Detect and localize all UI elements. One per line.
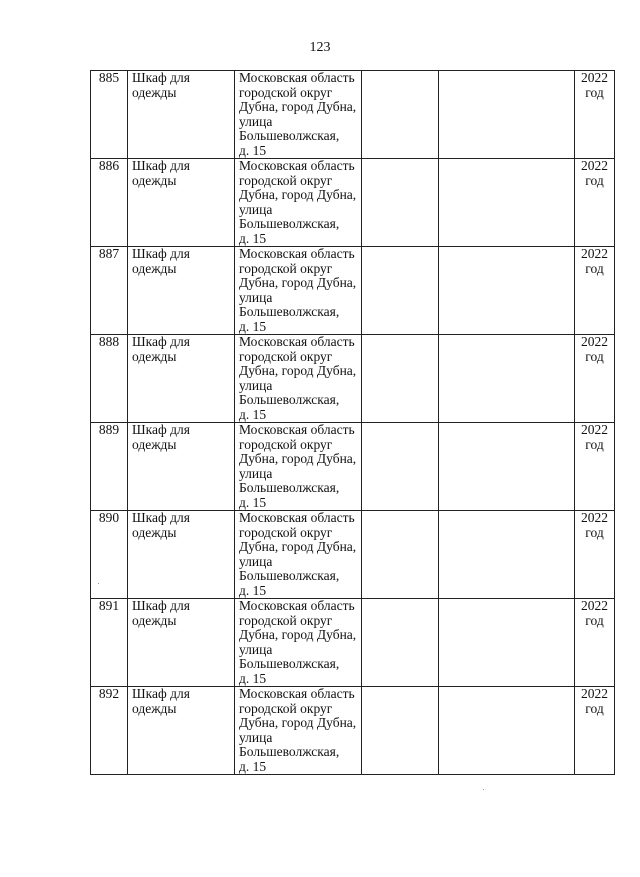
empty-cell <box>439 423 575 511</box>
address-line: д. 15 <box>239 670 267 686</box>
empty-cell <box>439 247 575 335</box>
address-line: Большеволжская, <box>239 480 340 495</box>
address-line: д. 15 <box>239 318 267 334</box>
address-line: городской округ <box>239 524 333 540</box>
year-line: 2022 <box>581 334 608 349</box>
year-cell <box>575 247 615 335</box>
address-line: Московская область <box>239 510 355 525</box>
address-line: городской округ <box>239 260 333 276</box>
table-row <box>91 423 615 511</box>
year-line: год <box>585 700 604 716</box>
empty-cell <box>439 159 575 247</box>
address-cell <box>235 423 362 511</box>
address-line: городской округ <box>239 84 333 100</box>
empty-cell <box>362 599 439 687</box>
year-line: год <box>585 612 604 628</box>
address-line: Дубна, город Дубна, <box>239 275 357 290</box>
page-number: 123 <box>309 40 331 55</box>
year-cell <box>575 423 615 511</box>
address-line: Большеволжская, <box>239 392 340 407</box>
address-line: Московская область <box>239 246 355 261</box>
address-cell <box>235 599 362 687</box>
address-line: улица <box>239 553 273 569</box>
year-line: 2022 <box>581 70 608 85</box>
address-cell <box>235 511 362 599</box>
empty-cell <box>362 687 439 775</box>
year-cell <box>575 159 615 247</box>
year-line: год <box>585 172 604 188</box>
empty-cell <box>439 335 575 423</box>
row-number-cell: 889 <box>91 423 128 511</box>
address-line: Дубна, город Дубна, <box>239 715 357 730</box>
address-line: Большеволжская, <box>239 568 340 583</box>
empty-cell <box>439 687 575 775</box>
empty-cell <box>439 71 575 159</box>
empty-cell <box>439 511 575 599</box>
item-name-cell: Шкаф для одежды <box>128 423 235 511</box>
address-line: Московская область <box>239 70 355 85</box>
year-line: 2022 <box>581 158 608 173</box>
year-cell <box>575 687 615 775</box>
year-cell <box>575 599 615 687</box>
empty-cell <box>362 423 439 511</box>
row-number-cell: 890 <box>91 511 128 599</box>
address-line: улица <box>239 289 273 305</box>
address-line: д. 15 <box>239 406 267 422</box>
row-number-cell: 892 <box>91 687 128 775</box>
table-row <box>91 247 615 335</box>
address-line: Большеволжская, <box>239 216 340 231</box>
address-line: Дубна, город Дубна, <box>239 539 357 554</box>
item-name-cell: Шкаф для одежды <box>128 511 235 599</box>
table-row <box>91 687 615 775</box>
year-line: год <box>585 348 604 364</box>
address-line: Дубна, город Дубна, <box>239 627 357 642</box>
registry-table <box>90 70 615 775</box>
address-line: Большеволжская, <box>239 656 340 671</box>
address-line: улица <box>239 201 273 217</box>
empty-cell <box>362 511 439 599</box>
year-line: 2022 <box>581 422 608 437</box>
item-name-cell: Шкаф для одежды <box>128 687 235 775</box>
row-number-cell: 887 <box>91 247 128 335</box>
address-line: городской округ <box>239 436 333 452</box>
address-line: улица <box>239 641 273 657</box>
address-line: городской округ <box>239 348 333 364</box>
address-cell <box>235 335 362 423</box>
address-cell <box>235 159 362 247</box>
year-line: 2022 <box>581 246 608 261</box>
row-number-cell: 886 <box>91 159 128 247</box>
year-line: год <box>585 84 604 100</box>
scan-speck <box>98 583 99 584</box>
address-cell <box>235 247 362 335</box>
year-cell <box>575 71 615 159</box>
item-name-cell: Шкаф для одежды <box>128 71 235 159</box>
table-row <box>91 599 615 687</box>
year-line: 2022 <box>581 510 608 525</box>
item-name-cell: Шкаф для одежды <box>128 599 235 687</box>
address-line: Дубна, город Дубна, <box>239 451 357 466</box>
address-line: Большеволжская, <box>239 744 340 759</box>
table-row <box>91 511 615 599</box>
address-cell <box>235 71 362 159</box>
table-row <box>91 71 615 159</box>
item-name-cell: Шкаф для одежды <box>128 159 235 247</box>
address-cell <box>235 687 362 775</box>
table-row <box>91 335 615 423</box>
address-line: Московская область <box>239 334 355 349</box>
address-line: д. 15 <box>239 582 267 598</box>
year-cell <box>575 335 615 423</box>
empty-cell <box>362 335 439 423</box>
address-line: д. 15 <box>239 142 267 158</box>
address-line: Большеволжская, <box>239 128 340 143</box>
empty-cell <box>362 159 439 247</box>
registry-table-body <box>91 71 615 775</box>
item-name-cell: Шкаф для одежды <box>128 247 235 335</box>
scan-speck <box>483 789 484 790</box>
year-cell <box>575 511 615 599</box>
address-line: Дубна, город Дубна, <box>239 187 357 202</box>
address-line: Московская область <box>239 598 355 613</box>
address-line: улица <box>239 465 273 481</box>
row-number-cell: 888 <box>91 335 128 423</box>
address-line: д. 15 <box>239 494 267 510</box>
address-line: д. 15 <box>239 758 267 774</box>
year-line: год <box>585 524 604 540</box>
item-name-cell: Шкаф для одежды <box>128 335 235 423</box>
year-line: год <box>585 260 604 276</box>
address-line: улица <box>239 113 273 129</box>
address-line: Большеволжская, <box>239 304 340 319</box>
address-line: Московская область <box>239 686 355 701</box>
year-line: год <box>585 436 604 452</box>
empty-cell <box>362 247 439 335</box>
address-line: Московская область <box>239 158 355 173</box>
address-line: городской округ <box>239 700 333 716</box>
address-line: Московская область <box>239 422 355 437</box>
year-line: 2022 <box>581 598 608 613</box>
row-number-cell: 891 <box>91 599 128 687</box>
empty-cell <box>439 599 575 687</box>
address-line: городской округ <box>239 172 333 188</box>
address-line: улица <box>239 729 273 745</box>
address-line: Дубна, город Дубна, <box>239 99 357 114</box>
address-line: улица <box>239 377 273 393</box>
address-line: д. 15 <box>239 230 267 246</box>
address-line: Дубна, город Дубна, <box>239 363 357 378</box>
row-number-cell: 885 <box>91 71 128 159</box>
empty-cell <box>362 71 439 159</box>
table-row <box>91 159 615 247</box>
year-line: 2022 <box>581 686 608 701</box>
address-line: городской округ <box>239 612 333 628</box>
